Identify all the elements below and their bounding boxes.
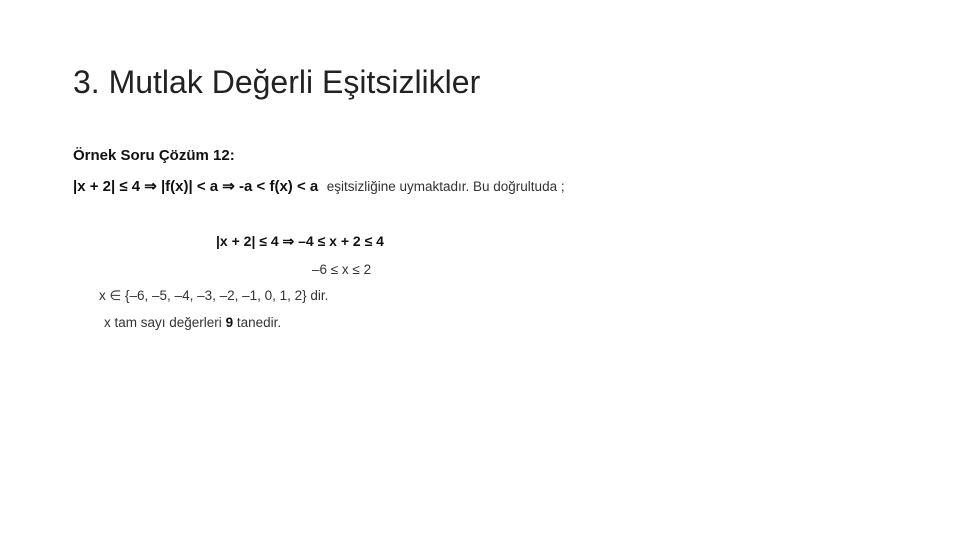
statement-text: eşitsizliğine uymaktadır. Bu doğrultuda ; xyxy=(326,179,565,194)
count-suffix: tanedir. xyxy=(236,315,282,330)
solution-set: x ∈ {–6, –5, –4, –3, –2, –1, 0, 1, 2} dir. xyxy=(99,288,329,303)
integer-count-statement xyxy=(104,315,281,330)
count-value: 9 xyxy=(225,315,234,330)
count-prefix: x tam sayı değerleri xyxy=(104,315,222,330)
inequality-chain: |x + 2| ≤ 4 ⇒ |f(x)| < a ⇒ -a < f(x) < a xyxy=(73,178,319,195)
example-heading: Örnek Soru Çözüm 12: xyxy=(73,147,235,164)
equation-step-2: –6 ≤ x ≤ 2 xyxy=(312,262,372,277)
equation-step-1: |x + 2| ≤ 4 ⇒ –4 ≤ x + 2 ≤ 4 xyxy=(216,233,384,249)
slide-title: 3. Mutlak Değerli Eşitsizlikler xyxy=(73,64,481,100)
problem-statement xyxy=(73,177,565,196)
